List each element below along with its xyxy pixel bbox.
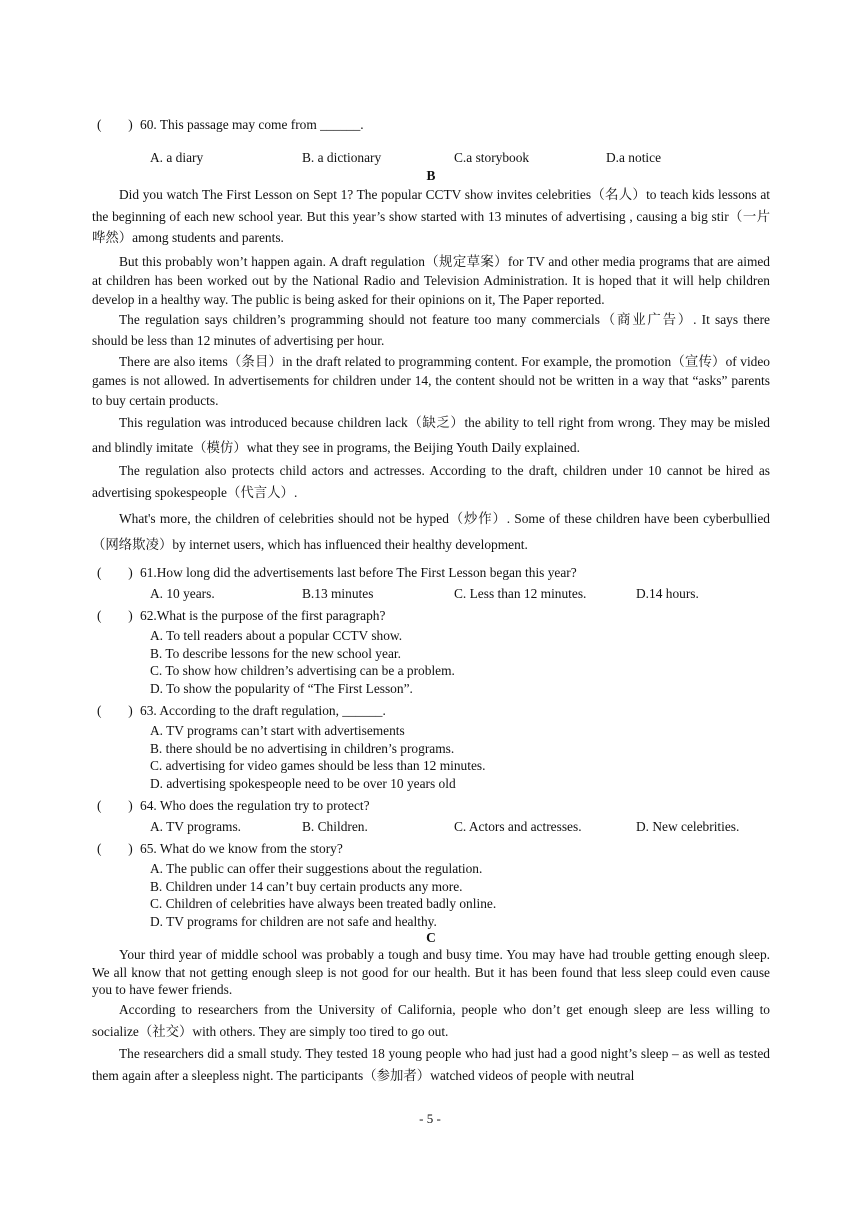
options-60 <box>92 149 770 166</box>
option-d: D. To show the popularity of “The First Lesson”. <box>150 680 413 696</box>
paragraph: There are also items（条目）in the draft related to programming content. For example, the promotion（宣传）of video games is not allowed. In advertisements for children under 14, the content should not be written in a way that “asks” parents to buy certain products. <box>92 353 770 408</box>
option-a: A. To tell readers about a popular CCTV show. <box>150 628 403 643</box>
option-c: C. Actors and actresses. <box>454 819 582 834</box>
exam-page <box>92 112 770 1087</box>
options-65 <box>92 860 770 930</box>
option-b: B. a dictionary <box>302 150 382 165</box>
answer-bracket: ( ) <box>97 117 133 132</box>
question-text: 60. This passage may come from ______. <box>140 117 364 132</box>
question-61 <box>92 564 770 581</box>
paragraph: What's more, the children of celebrities should not be hyped（炒作）. Some of these children have been cyberbullied（网络欺凌）by internet users, which has influenced their healthy development. <box>92 511 770 552</box>
option-c: C. To show how children’s advertising can be a problem. <box>150 663 455 678</box>
option-d: D.14 hours. <box>636 586 699 601</box>
paragraph: Did you watch The First Lesson on Sept 1? The popular CCTV show invites celebrities（名人）to teach kids lessons at the beginning of each new school year. But this year’s show started with 13 minutes of advertising , causing a big stir（一片哗然）among students and parents. <box>92 187 770 245</box>
section-c-heading: C <box>426 930 436 945</box>
option-a: A. 10 years. <box>150 586 215 601</box>
option-b: B. Children. <box>302 819 368 834</box>
option-a: A. a diary <box>150 150 204 165</box>
question-65 <box>92 840 770 857</box>
options-61 <box>92 585 770 602</box>
option-c: C.a storybook <box>454 150 530 165</box>
answer-bracket: ( ) <box>97 841 133 856</box>
option-d: D. TV programs for children are not safe and healthy. <box>150 913 437 929</box>
page-number: - 5 - <box>419 1111 441 1126</box>
option-c: C. Children of celebrities have always been treated badly online. <box>150 896 497 911</box>
paragraph: This regulation was introduced because children lack（缺乏）the ability to tell right from wrong. They may be misled and blindly imitate（模仿）what they see in programs, the Beijing Youth Daily explained. <box>92 415 770 455</box>
question-text: 64. Who does the regulation try to protect? <box>140 798 370 813</box>
question-text: 62.What is the purpose of the first paragraph? <box>140 608 386 623</box>
option-c: C. advertising for video games should be less than 12 minutes. <box>150 758 486 773</box>
answer-bracket: ( ) <box>97 798 133 813</box>
answer-bracket: ( ) <box>97 608 133 623</box>
options-63 <box>92 722 770 792</box>
section-b-heading: B <box>426 168 436 183</box>
option-d: D. advertising spokespeople need to be over 10 years old <box>150 775 456 791</box>
question-63 <box>92 702 770 719</box>
question-60 <box>92 116 770 133</box>
option-b: B. Children under 14 can’t buy certain products any more. <box>150 878 463 894</box>
paragraph: The regulation also protects child actors and actresses. According to the draft, children under 10 cannot be hired as advertising spokespeople（代言人）. <box>92 463 770 500</box>
option-b: B. there should be no advertising in children’s programs. <box>150 740 455 756</box>
option-d: D. New celebrities. <box>636 819 740 834</box>
paragraph: The researchers did a small study. They tested 18 young people who had just had a good night’s sleep – as well as tested them again after a sleepless night. The participants（参加者）watched videos of people with neutral <box>92 1045 770 1083</box>
option-b: B. To describe lessons for the new school year. <box>150 645 401 661</box>
question-text: 63. According to the draft regulation, ______. <box>140 703 386 718</box>
options-64 <box>92 818 770 835</box>
option-c: C. Less than 12 minutes. <box>454 586 587 601</box>
option-a: A. TV programs can’t start with advertisements <box>150 723 405 738</box>
answer-bracket: ( ) <box>97 565 133 580</box>
option-d: D.a notice <box>606 150 662 165</box>
paragraph: According to researchers from the University of California, people who don’t get enough sleep are less willing to socialize（社交）with others. They are simply too tired to go out. <box>92 1001 770 1039</box>
answer-bracket: ( ) <box>97 703 133 718</box>
question-text: 61.How long did the advertisements last before The First Lesson began this year? <box>140 565 577 580</box>
option-a: A. TV programs. <box>150 819 242 834</box>
question-62 <box>92 607 770 624</box>
paragraph: The regulation says children’s programming should not feature too many commercials（商业广告）. It says there should be less than 12 minutes of advertising per hour. <box>92 311 770 348</box>
paragraph: But this probably won’t happen again. A draft regulation（规定草案）for TV and other media programs that are aimed at children has been worked out by the National Radio and Television Administration. It is hoped that it will help children develop in a healthy way. The public is being asked for their opinions on it, The Paper reported. <box>92 253 770 307</box>
options-62 <box>92 627 770 697</box>
question-text: 65. What do we know from the story? <box>140 841 343 856</box>
question-64 <box>92 797 770 814</box>
option-b: B.13 minutes <box>302 586 374 601</box>
paragraph: Your third year of middle school was probably a tough and busy time. You may have had trouble getting enough sleep. We all know that not getting enough sleep is not good for our health. But it has been found that less sleep could even cause you to have fewer friends. <box>92 947 770 997</box>
option-a: A. The public can offer their suggestions about the regulation. <box>150 861 483 876</box>
